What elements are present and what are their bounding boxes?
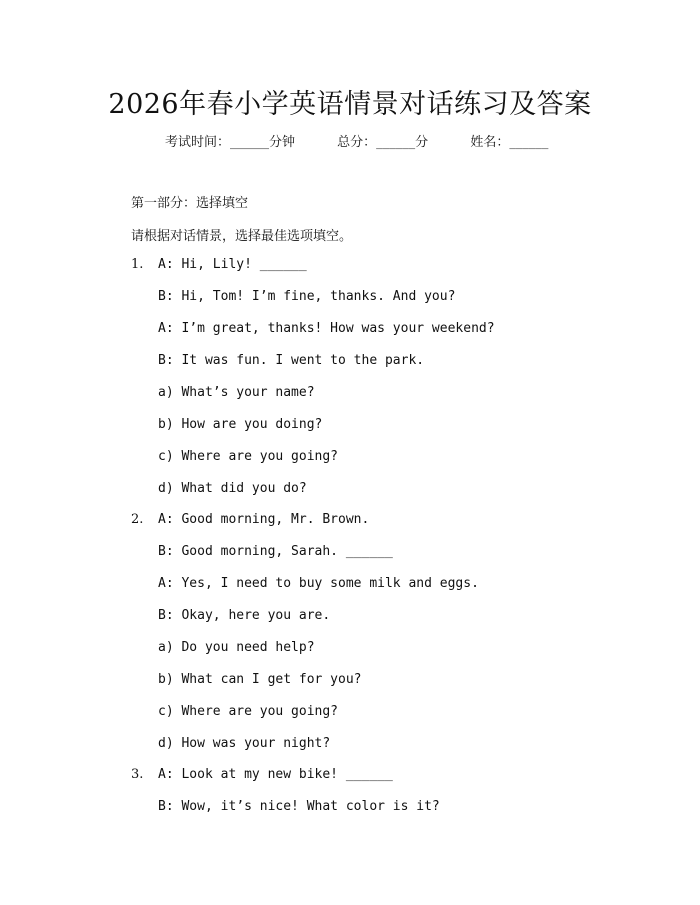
question-line: B: Okay, here you are. bbox=[158, 608, 331, 623]
option-line: c) Where are you going? bbox=[158, 449, 339, 464]
option-line: c) Where are you going? bbox=[158, 704, 339, 719]
question-line: B: Wow, it’s nice! What color is it? bbox=[158, 799, 440, 814]
option-line: a) What’s your name? bbox=[158, 385, 315, 400]
section-instruction: 请根据对话情景，选择最佳选项填空。 bbox=[131, 229, 353, 244]
question-number: 3. bbox=[131, 767, 144, 782]
question-number: 1. bbox=[131, 257, 144, 272]
option-line: d) How was your night? bbox=[158, 736, 331, 751]
section-title: 第一部分：选择填空 bbox=[131, 196, 249, 211]
student-name: 姓名：______ bbox=[470, 135, 549, 150]
question-line: A: Good morning, Mr. Brown. bbox=[158, 512, 370, 527]
question-line: B: Good morning, Sarah. ______ bbox=[158, 544, 393, 559]
exam-score: 总分：______分 bbox=[337, 135, 429, 150]
exam-time: 考试时间：______分钟 bbox=[165, 135, 296, 150]
exam-meta bbox=[165, 131, 586, 150]
option-line: a) Do you need help? bbox=[158, 640, 315, 655]
question-line: A: Hi, Lily! ______ bbox=[158, 257, 307, 272]
option-line: b) What can I get for you? bbox=[158, 672, 362, 687]
page-title: 2026年春小学英语情景对话练习及答案 bbox=[108, 89, 592, 120]
option-line: d) What did you do? bbox=[158, 481, 307, 496]
question-line: A: Look at my new bike! ______ bbox=[158, 767, 393, 782]
question-line: B: Hi, Tom! I’m fine, thanks. And you? bbox=[158, 289, 456, 304]
question-number: 2. bbox=[131, 512, 144, 527]
question-line: B: It was fun. I went to the park. bbox=[158, 353, 425, 368]
option-line: b) How are you doing? bbox=[158, 417, 323, 432]
question-line: A: I’m great, thanks! How was your weekend? bbox=[158, 321, 495, 336]
question-line: A: Yes, I need to buy some milk and eggs. bbox=[158, 576, 479, 591]
